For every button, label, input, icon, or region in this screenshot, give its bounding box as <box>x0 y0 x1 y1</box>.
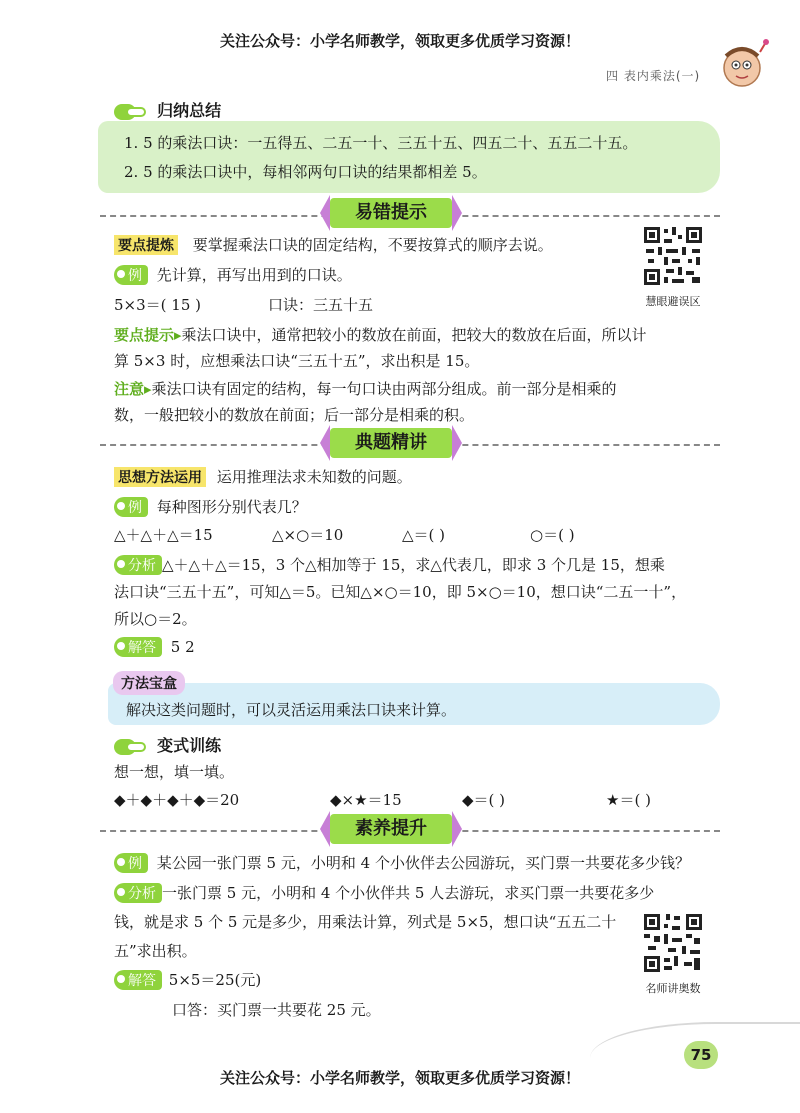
method-line <box>114 466 412 487</box>
example-equation: 5×3＝( 15 ) <box>114 296 201 314</box>
qr-caption: 名师讲奥数 <box>645 982 701 995</box>
key-points-line <box>114 234 553 255</box>
tip-arrow-icon: ▸ <box>174 326 182 344</box>
section-title-improve: 素养提升 <box>330 814 452 844</box>
variant-equation-2: ◆×★＝15 <box>330 791 402 809</box>
analysis3-tag: 分析 <box>114 883 162 903</box>
variant-equation-3: ◆＝( ) <box>462 791 506 809</box>
pill-icon <box>114 739 146 755</box>
top-banner: 关注公众号：小学名师教学，领取更多优质学习资源！ <box>219 32 580 50</box>
analysis-line-2: 法口诀“三五十五”，可知△＝5。已知△×○＝10，即 5×○＝10，想口诀“二五一十”， <box>114 583 687 601</box>
key-points-text: 要掌握乘法口诀的固定结构，不要按算式的顺序去说。 <box>192 236 553 254</box>
summary-heading-text: 归纳总结 <box>157 101 222 120</box>
note-label: 注意 <box>114 380 145 398</box>
answer-tag: 解答 <box>114 637 162 657</box>
tip-line-1 <box>114 324 647 345</box>
analysis3-text-1: 一张门票 5 元，小明和 4 个小伙伴共 5 人去游玩，求买门票一共要花多少 <box>162 884 655 902</box>
example-line <box>114 264 352 285</box>
analysis-tag: 分析 <box>114 555 162 575</box>
summary-heading <box>114 98 221 121</box>
answer-line <box>114 637 195 657</box>
variant-heading-text: 变式训练 <box>157 736 222 755</box>
variant-equation-1: ◆＋◆＋◆＋◆＝20 <box>114 791 240 809</box>
answer3-line <box>114 969 261 990</box>
running-head: 四 表内乘法(一) <box>606 69 701 83</box>
equation-4: ○＝( ) <box>530 526 575 544</box>
tip-label: 要点提示 <box>114 326 175 344</box>
note-line-1 <box>114 378 617 399</box>
equation-2: △×○＝10 <box>272 526 344 544</box>
answer3-text: 5×5＝25(元) <box>168 971 262 989</box>
qr-caption: 慧眼避误区 <box>645 295 701 308</box>
analysis3-line-2: 钱，就是求 5 个 5 元是多少，用乘法计算，列式是 5×5，想口诀“五五二十 <box>114 913 617 931</box>
example-rhyme: 口诀：三五十五 <box>268 296 374 314</box>
variant-equation-4: ★＝( ) <box>606 791 651 809</box>
note-arrow-icon: ▸ <box>144 380 152 398</box>
analysis-line-3: 所以○＝2。 <box>114 610 197 628</box>
analysis-line-1 <box>114 554 665 575</box>
page-number: 75 <box>684 1041 718 1069</box>
note-text-1: 乘法口诀有固定的结构，每一句口诀由两部分组成。前一部分是相乘的 <box>151 380 617 398</box>
analysis-text-1: △＋△＋△＝15，3 个△相加等于 15，求△代表几，即求 3 个几是 15，想乘 <box>162 556 665 574</box>
reply-text: 口答：买门票一共要花 25 元。 <box>172 1001 381 1019</box>
example2-tag: 例 <box>114 497 148 517</box>
qr-code-icon[interactable] <box>642 912 704 974</box>
answer-text: 5 2 <box>170 638 195 656</box>
tip-text-1: 乘法口诀中，通常把较小的数放在前面，把较大的数放在后面，所以计 <box>181 326 647 344</box>
method-box-text: 解决这类问题时，可以灵活运用乘法口诀来计算。 <box>126 701 457 719</box>
note-line-2: 数，一般把较小的数放在前面；后一部分是相乘的积。 <box>114 406 475 424</box>
answer3-tag: 解答 <box>114 970 162 990</box>
section-title-examples: 典题精讲 <box>330 428 452 458</box>
example3-text: 某公园一张门票 5 元，小明和 4 个小伙伴去公园游玩，买门票一共要花多少钱？ <box>156 854 690 872</box>
key-points-tag: 要点提炼 <box>114 235 178 255</box>
method-text: 运用推理法求未知数的问题。 <box>216 468 412 486</box>
example-text: 先计算，再写出用到的口诀。 <box>156 266 352 284</box>
tip-line-2: 算 5×3 时，应想乘法口诀“三五十五”，求出积是 15。 <box>114 352 480 370</box>
mascot-icon <box>716 38 772 94</box>
example2-line <box>114 496 307 517</box>
analysis3-line-1 <box>114 882 654 903</box>
variant-heading <box>114 733 221 756</box>
bottom-banner: 关注公众号：小学名师教学，领取更多优质学习资源！ <box>219 1069 580 1087</box>
example2-text: 每种图形分别代表几？ <box>156 498 307 516</box>
section-title-mistakes: 易错提示 <box>330 198 452 228</box>
pill-icon <box>114 104 146 120</box>
equation-1: △＋△＋△＝15 <box>114 526 213 544</box>
summary-line-2: 2. 5 的乘法口诀中，每相邻两句口诀的结果都相差 5。 <box>124 163 487 181</box>
summary-line-1: 1. 5 的乘法口诀：一五得五、二五一十、三五十五、四五二十、五五二十五。 <box>124 134 638 152</box>
qr-code-icon[interactable] <box>642 225 704 287</box>
example-tag: 例 <box>114 265 148 285</box>
analysis3-line-3: 五”求出积。 <box>114 942 197 960</box>
example3-tag: 例 <box>114 853 148 873</box>
equation-3: △＝( ) <box>402 526 446 544</box>
example3-line <box>114 852 690 873</box>
method-tag: 思想方法运用 <box>114 467 206 487</box>
method-box-tag: 方法宝盒 <box>113 671 185 695</box>
variant-prompt: 想一想，填一填。 <box>114 763 235 781</box>
